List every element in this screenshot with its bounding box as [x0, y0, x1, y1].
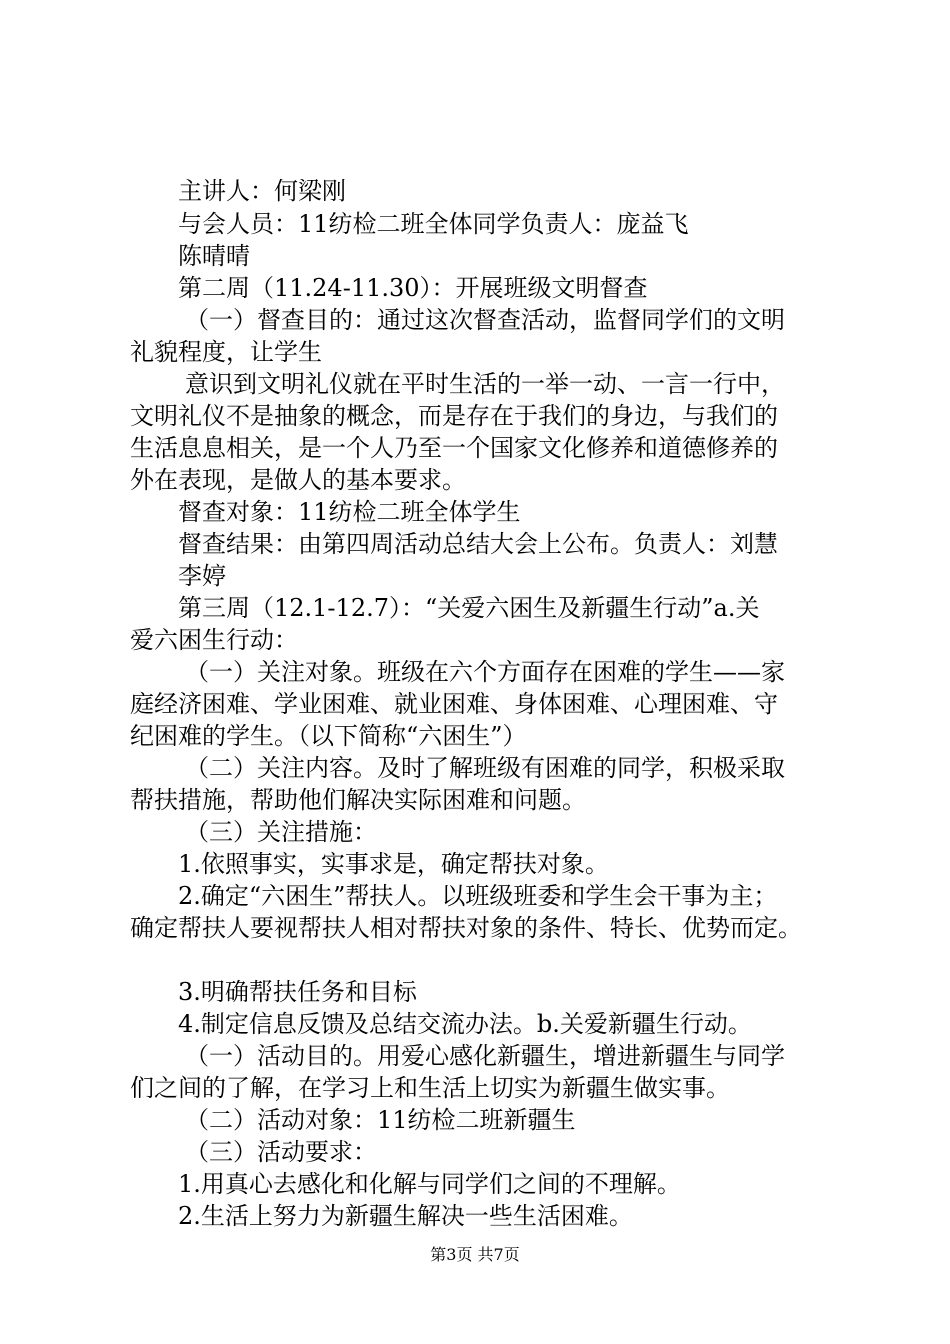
text-line: 与会人员：11纺检二班全体同学负责人：庞益飞	[178, 210, 689, 238]
text-line: （三）关注措施：	[185, 818, 377, 846]
text-line: 陈晴晴	[178, 242, 250, 270]
text-line: 文明礼仪不是抽象的概念，而是存在于我们的身边，与我们的	[130, 402, 778, 430]
text-line: 1.用真心去感化和化解与同学们之间的不理解。	[178, 1170, 681, 1198]
text-line: 2.确定“六困生”帮扶人。以班级班委和学生会干事为主；	[178, 882, 778, 910]
text-line: 礼貌程度，让学生	[130, 338, 322, 366]
text-line: 庭经济困难、学业困难、就业困难、身体困难、心理困难、守	[130, 690, 778, 718]
text-line: 第三周（12.1-12.7）：“关爱六困生及新疆生行动”a.关	[178, 594, 760, 622]
text-line: 爱六困生行动：	[130, 626, 298, 654]
text-line: （一）活动目的。用爱心感化新疆生，增进新疆生与同学	[185, 1042, 785, 1070]
text-line: 生活息息相关，是一个人乃至一个国家文化修养和道德修养的	[130, 434, 778, 462]
text-line: （一）督查目的：通过这次督查活动，监督同学们的文明	[185, 306, 785, 334]
page-number-footer: 第3页 共7页	[430, 1245, 520, 1264]
text-line: 督查结果：由第四周活动总结大会上公布。负责人：刘慧	[178, 530, 778, 558]
text-line: 李婷	[178, 562, 226, 590]
text-line: 帮扶措施，帮助他们解决实际困难和问题。	[130, 786, 586, 814]
text-line: 第二周（11.24-11.30）：开展班级文明督查	[178, 274, 648, 302]
text-line: 4.制定信息反馈及总结交流办法。b.关爱新疆生行动。	[178, 1010, 752, 1038]
text-line: （一）关注对象。班级在六个方面存在困难的学生——家	[185, 658, 785, 686]
text-line: （二）活动对象：11纺检二班新疆生	[185, 1106, 576, 1134]
text-line: 纪困难的学生。（以下简称“六困生”）	[130, 722, 527, 750]
text-line: （三）活动要求：	[185, 1138, 377, 1166]
text-line: 意识到文明礼仪就在平时生活的一举一动、一言一行中，	[185, 370, 785, 398]
text-line: 2.生活上努力为新疆生解决一些生活困难。	[178, 1202, 633, 1230]
text-line: 外在表现，是做人的基本要求。	[130, 466, 466, 494]
text-line: 们之间的了解，在学习上和生活上切实为新疆生做实事。	[130, 1074, 730, 1102]
text-line: 主讲人：何梁刚	[178, 177, 346, 205]
text-line: 督查对象：11纺检二班全体学生	[178, 498, 521, 526]
text-line: 确定帮扶人要视帮扶人相对帮扶对象的条件、特长、优势而定。	[130, 914, 802, 942]
text-line: 1.依照事实，实事求是，确定帮扶对象。	[178, 850, 609, 878]
text-line: 3.明确帮扶任务和目标	[178, 978, 417, 1006]
text-line: （二）关注内容。及时了解班级有困难的同学，积极采取	[185, 754, 785, 782]
